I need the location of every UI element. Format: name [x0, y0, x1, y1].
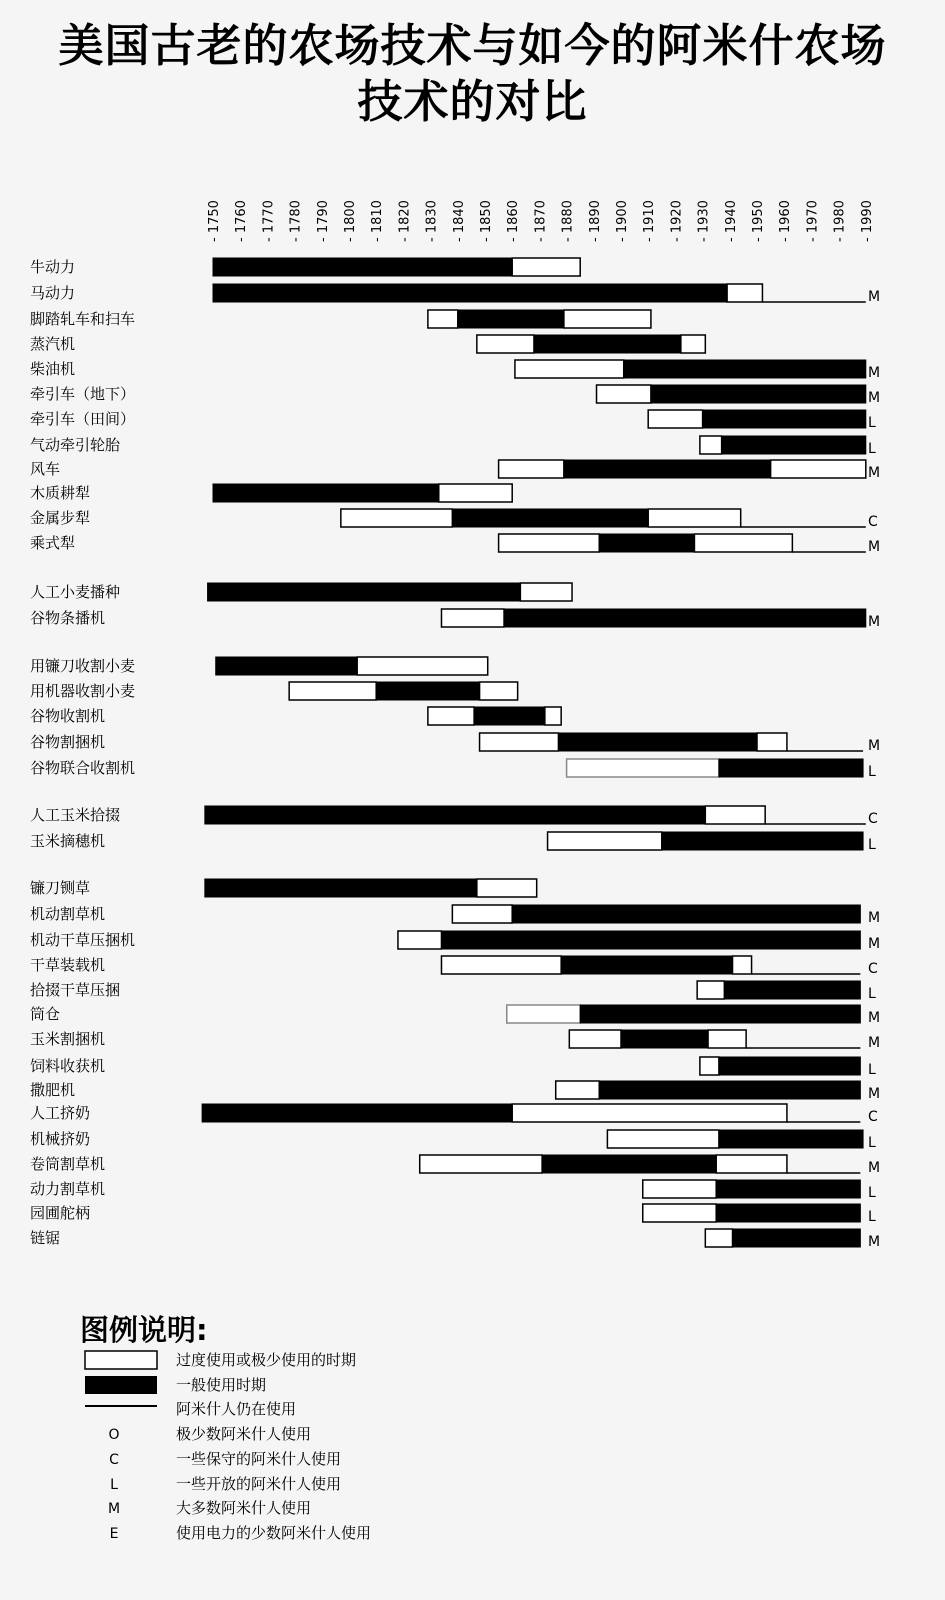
- dark-period-bar: [376, 682, 479, 700]
- row-label: 乘式犁: [30, 534, 76, 552]
- light-period-bar: [705, 806, 765, 824]
- amish-usage-code: L: [868, 441, 876, 457]
- legend-code-symbol: M: [107, 1501, 121, 1517]
- light-period-bar: [716, 1155, 787, 1173]
- x-tick-label: - 1990: [859, 200, 875, 242]
- dark-period-bar: [716, 1204, 860, 1222]
- light-period-bar: [597, 385, 651, 403]
- amish-usage-code: L: [868, 1062, 876, 1078]
- light-period-bar: [694, 534, 792, 552]
- row-label: 撒肥机: [30, 1081, 76, 1099]
- legend-light-swatch: [85, 1351, 157, 1369]
- row-label: 卷筒割草机: [30, 1155, 106, 1173]
- light-period-bar: [733, 956, 752, 974]
- light-period-bar: [477, 335, 534, 353]
- light-period-bar: [480, 733, 559, 751]
- amish-usage-code: M: [868, 1234, 881, 1250]
- light-period-bar: [341, 509, 453, 527]
- amish-usage-code: L: [868, 1209, 876, 1225]
- dark-period-bar: [441, 931, 860, 949]
- amish-usage-code: M: [868, 1035, 881, 1051]
- row-label: 牛动力: [30, 258, 76, 276]
- row-label: 木质耕犁: [30, 484, 91, 502]
- light-period-bar: [452, 905, 512, 923]
- dark-period-bar: [202, 1104, 512, 1122]
- amish-usage-code: M: [868, 936, 881, 952]
- light-period-bar: [515, 360, 624, 378]
- amish-usage-code: L: [868, 1185, 876, 1201]
- dark-period-bar: [716, 1180, 860, 1198]
- light-period-bar: [548, 832, 662, 850]
- x-tick-label: - 1970: [805, 200, 821, 242]
- amish-usage-code: M: [868, 614, 881, 630]
- dark-period-bar: [205, 806, 705, 824]
- row-label: 人工挤奶: [30, 1104, 91, 1122]
- x-tick-label: - 1890: [587, 200, 603, 242]
- dark-period-bar: [580, 1005, 860, 1023]
- dark-period-bar: [703, 410, 866, 428]
- light-period-bar: [569, 1030, 621, 1048]
- dark-period-bar: [205, 879, 477, 897]
- row-label: 马动力: [30, 284, 76, 302]
- x-tick-label: - 1980: [832, 200, 848, 242]
- legend-text: 一些保守的阿米什人使用: [176, 1450, 342, 1468]
- dark-period-bar: [651, 385, 866, 403]
- light-period-bar: [681, 335, 705, 353]
- row-label: 脚踏轧车和扫车: [30, 310, 136, 328]
- x-tick-label: - 1780: [288, 200, 304, 242]
- x-tick-label: - 1880: [560, 200, 576, 242]
- light-period-bar: [757, 733, 787, 751]
- amish-usage-code: M: [868, 539, 881, 555]
- chart-title-line1: 美国古老的农场技术与如今的阿米什农场: [58, 19, 887, 72]
- row-label: 气动牵引轮胎: [30, 436, 121, 454]
- row-label: 拾掇干草压捆: [30, 981, 121, 999]
- light-period-bar: [727, 284, 762, 302]
- row-label: 蒸汽机: [30, 335, 76, 353]
- dark-period-bar: [558, 733, 757, 751]
- dark-period-bar: [216, 657, 357, 675]
- row-label: 链锯: [30, 1229, 61, 1247]
- x-tick-label: - 1760: [234, 200, 250, 242]
- light-period-bar: [567, 759, 719, 777]
- dark-period-bar: [542, 1155, 716, 1173]
- row-label: 人工小麦播种: [30, 583, 121, 601]
- light-period-bar: [705, 1229, 732, 1247]
- row-label: 谷物收割机: [30, 707, 106, 725]
- x-tick-label: - 1960: [778, 200, 794, 242]
- row-label: 饲料收获机: [30, 1057, 106, 1075]
- light-period-bar: [564, 310, 651, 328]
- amish-usage-code: M: [868, 390, 881, 406]
- light-period-bar: [441, 609, 504, 627]
- dark-period-bar: [458, 310, 564, 328]
- light-period-bar: [643, 1180, 716, 1198]
- dark-period-bar: [213, 484, 439, 502]
- dark-period-bar: [719, 759, 863, 777]
- light-period-bar: [700, 436, 722, 454]
- light-period-bar: [648, 410, 702, 428]
- x-tick-label: - 1770: [261, 200, 277, 242]
- x-tick-label: - 1940: [723, 200, 739, 242]
- dark-period-bar: [624, 360, 866, 378]
- amish-usage-code: L: [868, 837, 876, 853]
- dark-period-bar: [719, 1130, 863, 1148]
- legend-text: 大多数阿米什人使用: [176, 1499, 312, 1517]
- dark-period-bar: [733, 1229, 861, 1247]
- dark-period-bar: [474, 707, 545, 725]
- legend-text: 一般使用时期: [176, 1376, 267, 1394]
- amish-usage-code: C: [868, 811, 878, 827]
- amish-usage-code: L: [868, 986, 876, 1002]
- legend-text: 阿米什人仍在使用: [176, 1400, 297, 1418]
- light-period-bar: [556, 1081, 600, 1099]
- row-label: 用镰刀收割小麦: [30, 657, 136, 675]
- legend-title: 图例说明:: [80, 1313, 208, 1347]
- light-period-bar: [700, 1057, 719, 1075]
- light-period-bar: [512, 258, 580, 276]
- light-period-bar: [428, 310, 458, 328]
- light-period-bar: [439, 484, 512, 502]
- x-tick-label: - 1840: [451, 200, 467, 242]
- amish-usage-code: M: [868, 1010, 881, 1026]
- legend-text: 一些开放的阿米什人使用: [176, 1475, 342, 1493]
- x-tick-label: - 1900: [615, 200, 630, 242]
- legend-code-symbol: C: [109, 1452, 119, 1468]
- amish-usage-code: M: [868, 1160, 881, 1176]
- x-tick-label: - 1820: [397, 200, 413, 242]
- row-label: 谷物割捆机: [30, 733, 106, 751]
- light-period-bar: [545, 707, 561, 725]
- row-label: 牵引车（地下）: [30, 385, 136, 403]
- amish-usage-code: M: [868, 910, 881, 926]
- legend-code-symbol: O: [108, 1427, 120, 1443]
- row-label: 机动割草机: [30, 905, 106, 923]
- light-period-bar: [420, 1155, 542, 1173]
- dark-period-bar: [452, 509, 648, 527]
- x-tick-label: - 1750: [207, 200, 222, 242]
- row-label: 谷物联合收割机: [30, 759, 136, 777]
- light-period-bar: [771, 460, 866, 478]
- x-tick-label: - 1830: [424, 200, 440, 242]
- light-period-bar: [477, 879, 537, 897]
- legend-text: 使用电力的少数阿米什人使用: [176, 1524, 372, 1542]
- amish-usage-code: M: [868, 365, 881, 381]
- dark-period-bar: [564, 460, 771, 478]
- row-label: 干草装载机: [30, 956, 106, 974]
- light-period-bar: [357, 657, 488, 675]
- row-label: 谷物条播机: [30, 609, 106, 627]
- row-label: 筒仓: [30, 1005, 61, 1023]
- row-label: 动力割草机: [30, 1180, 106, 1198]
- dark-period-bar: [621, 1030, 708, 1048]
- light-period-bar: [441, 956, 561, 974]
- amish-usage-code: L: [868, 764, 876, 780]
- amish-usage-code: C: [868, 1109, 878, 1125]
- x-tick-label: - 1950: [751, 200, 766, 242]
- dark-period-bar: [213, 284, 727, 302]
- amish-usage-code: M: [868, 1086, 881, 1102]
- row-label: 用机器收割小麦: [30, 682, 136, 700]
- row-label: 牵引车（田间）: [30, 410, 136, 428]
- light-period-bar: [428, 707, 474, 725]
- amish-usage-code: C: [868, 514, 878, 530]
- amish-usage-code: M: [868, 738, 881, 754]
- light-period-bar: [512, 1104, 787, 1122]
- row-label: 玉米割捆机: [30, 1030, 106, 1048]
- light-period-bar: [507, 1005, 580, 1023]
- dark-period-bar: [662, 832, 863, 850]
- dark-period-bar: [722, 436, 866, 454]
- light-period-bar: [520, 583, 572, 601]
- light-period-bar: [697, 981, 724, 999]
- dark-period-bar: [208, 583, 521, 601]
- x-tick-label: - 1910: [642, 200, 658, 242]
- legend-code-symbol: L: [110, 1477, 118, 1493]
- row-label: 金属步犁: [30, 509, 91, 527]
- light-period-bar: [499, 460, 564, 478]
- legend-dark-swatch: [85, 1376, 157, 1394]
- dark-period-bar: [724, 981, 860, 999]
- legend-text: 极少数阿米什人使用: [176, 1425, 312, 1443]
- light-period-bar: [499, 534, 600, 552]
- light-period-bar: [643, 1204, 716, 1222]
- light-period-bar: [289, 682, 376, 700]
- row-label: 园圃舵柄: [30, 1204, 91, 1222]
- light-period-bar: [708, 1030, 746, 1048]
- dark-period-bar: [213, 258, 512, 276]
- light-period-bar: [480, 682, 518, 700]
- dark-period-bar: [561, 956, 732, 974]
- dark-period-bar: [512, 905, 860, 923]
- row-label: 镰刀铡草: [30, 879, 91, 897]
- row-label: 机动干草压捆机: [30, 931, 136, 949]
- dark-period-bar: [599, 1081, 860, 1099]
- dark-period-bar: [719, 1057, 860, 1075]
- amish-usage-code: L: [868, 415, 876, 431]
- chart-title-line2: 技术的对比: [357, 75, 588, 128]
- light-period-bar: [648, 509, 740, 527]
- light-period-bar: [398, 931, 442, 949]
- x-tick-label: - 1800: [343, 200, 358, 242]
- x-tick-label: - 1810: [370, 200, 386, 242]
- row-label: 玉米摘穗机: [30, 832, 106, 850]
- dark-period-bar: [504, 609, 866, 627]
- legend-text: 过度使用或极少使用的时期: [176, 1351, 357, 1369]
- x-tick-label: - 1850: [479, 200, 494, 242]
- light-period-bar: [607, 1130, 719, 1148]
- row-label: 风车: [30, 460, 61, 478]
- row-label: 人工玉米拾掇: [30, 806, 121, 824]
- dark-period-bar: [599, 534, 694, 552]
- amish-usage-code: C: [868, 961, 878, 977]
- amish-usage-code: M: [868, 465, 881, 481]
- row-label: 机械挤奶: [30, 1130, 91, 1148]
- x-tick-label: - 1930: [696, 200, 712, 242]
- x-tick-label: - 1860: [506, 200, 522, 242]
- dark-period-bar: [534, 335, 681, 353]
- row-label: 柴油机: [30, 360, 76, 378]
- x-tick-label: - 1790: [315, 200, 331, 242]
- amish-usage-code: M: [868, 289, 881, 305]
- legend-code-symbol: E: [109, 1526, 119, 1542]
- amish-usage-code: L: [868, 1135, 876, 1151]
- x-tick-label: - 1870: [533, 200, 549, 242]
- x-tick-label: - 1920: [669, 200, 685, 242]
